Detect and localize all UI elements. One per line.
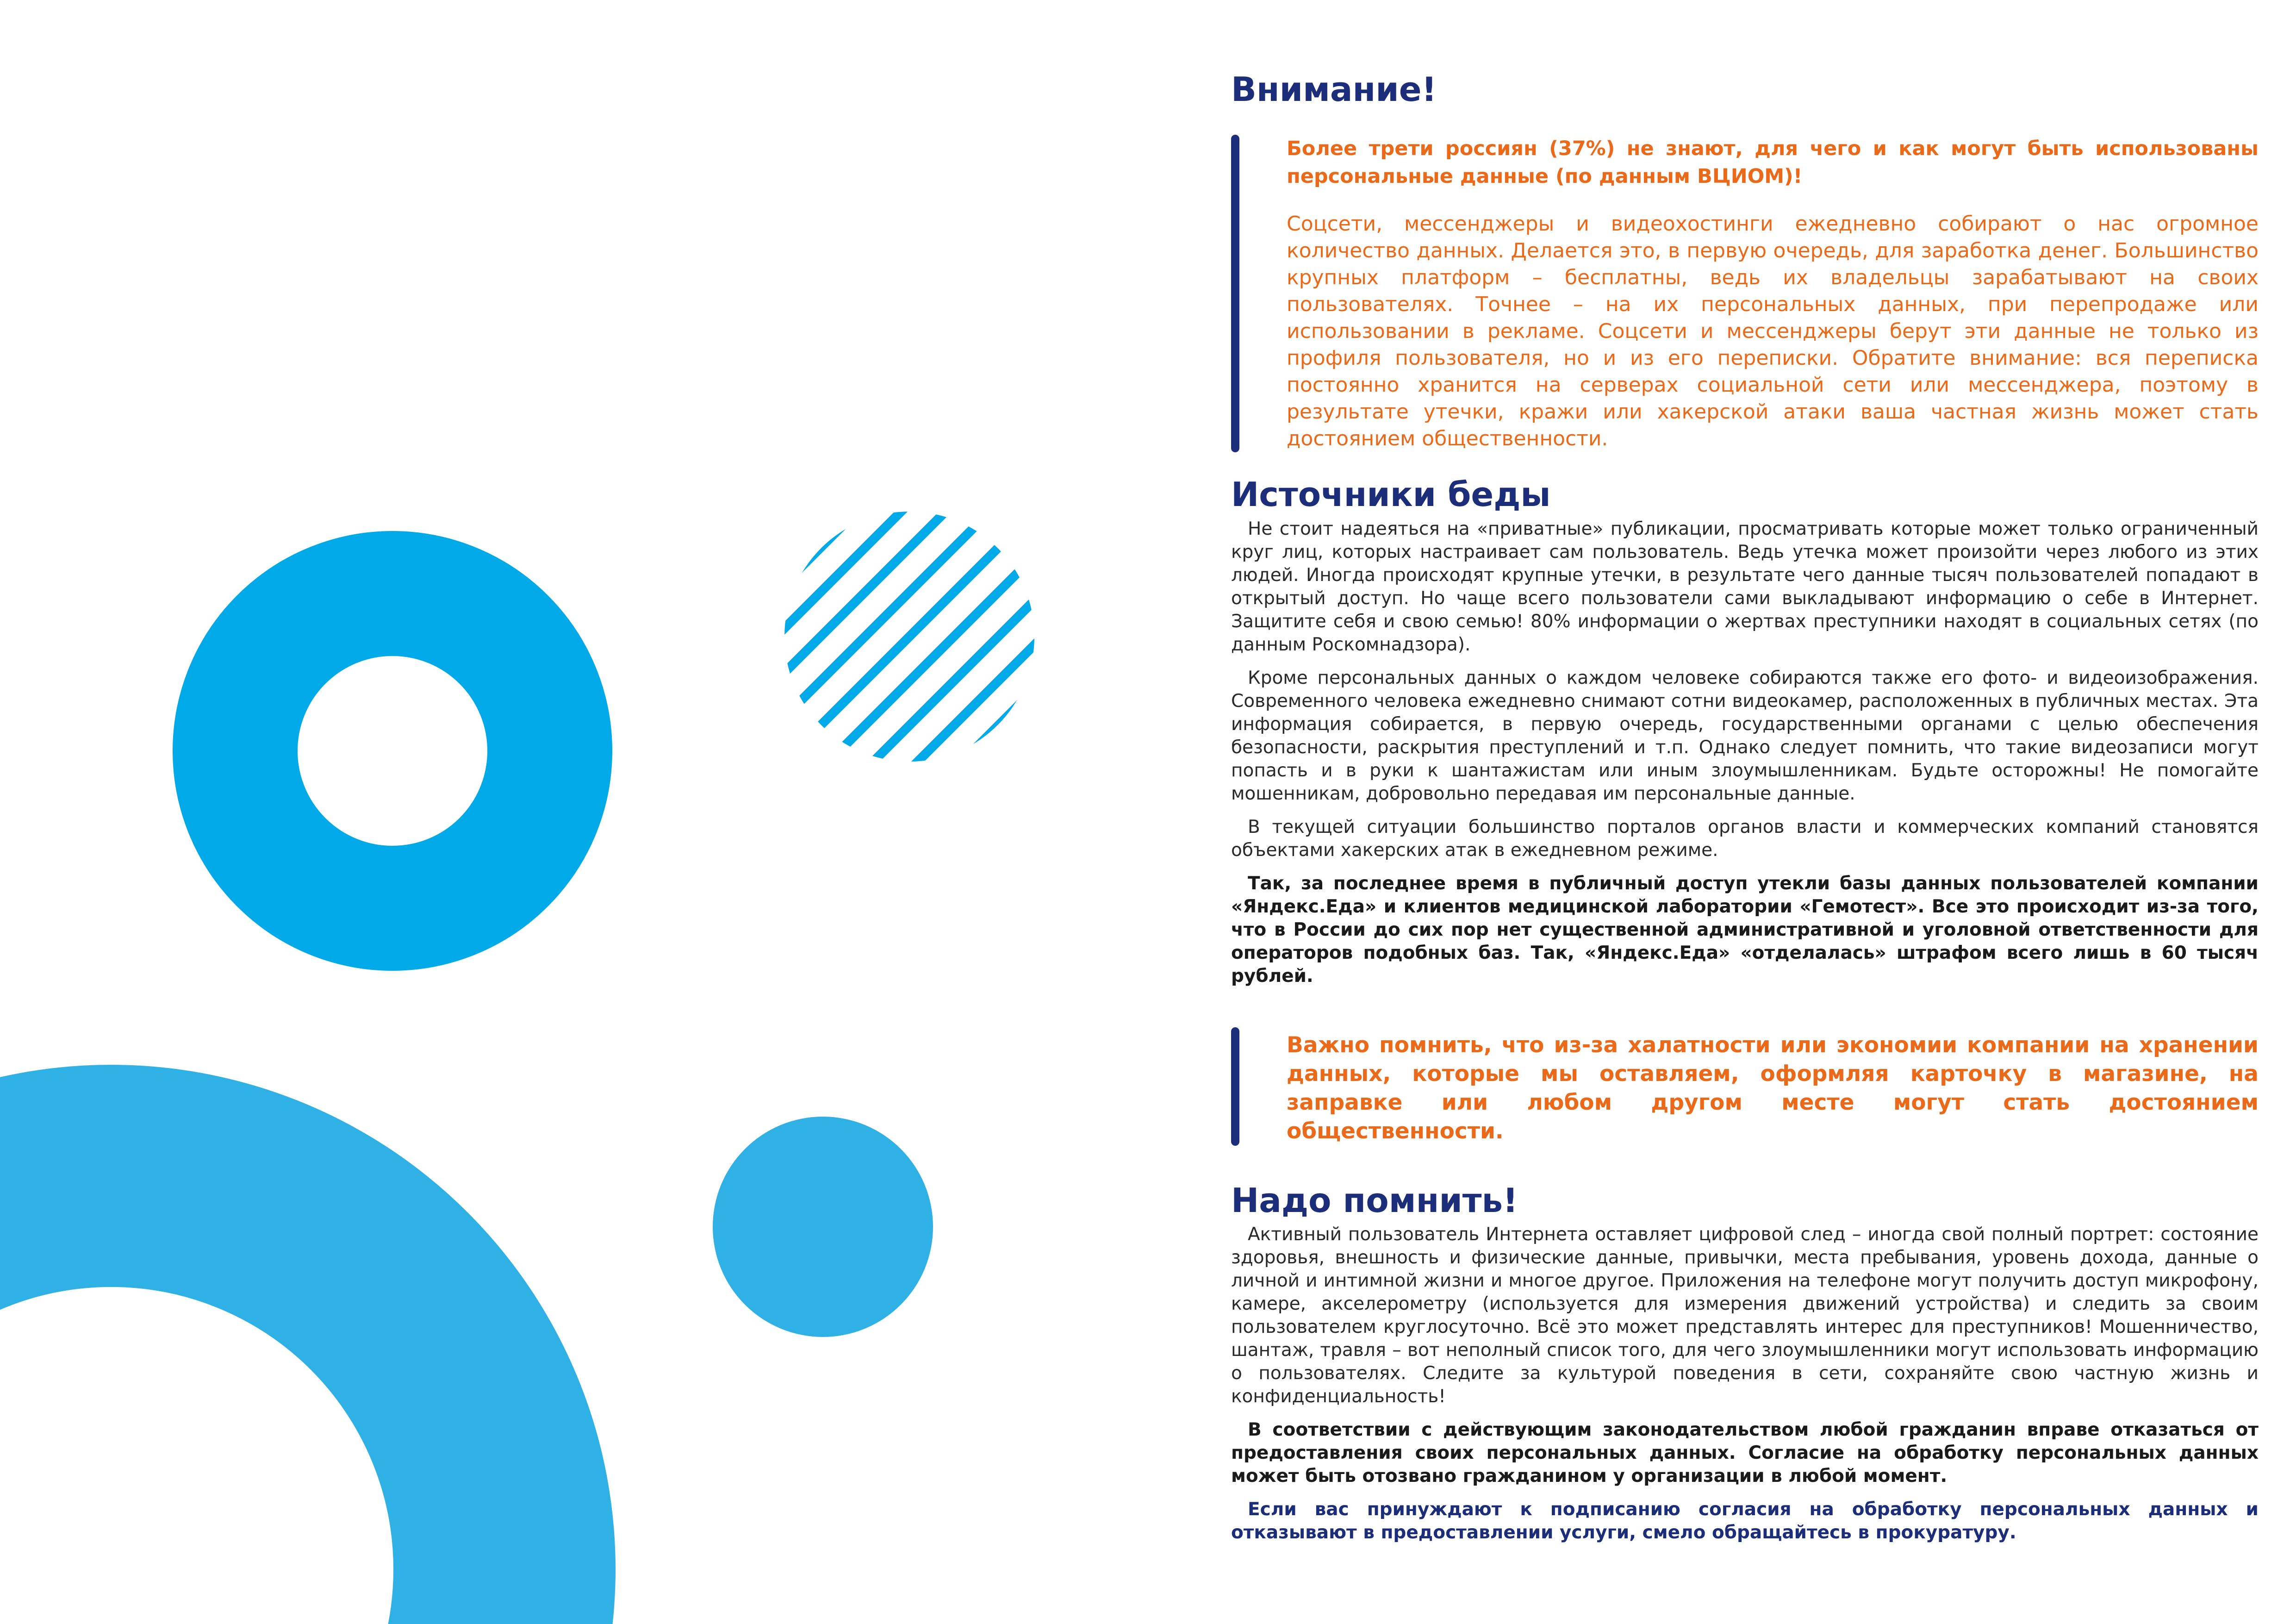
large-ring [235,593,550,908]
striped-circle [591,318,1228,955]
callout-bar [1231,135,1239,452]
stripe-line [591,318,961,688]
small-dot [713,1117,933,1337]
heading-remember: Надо помнить! [1231,1181,1518,1220]
stripe-line [724,451,1095,822]
remember-paragraph-2: В соответствии с действующим законодательством любой гражданин вправе отказаться от предоставления своих персональных данных. Согласие на обработку персональных данных может быть отозвано гражданином у организации в любой момент. [1231,1419,2259,1487]
stripe-line [858,585,1228,955]
heading-sources: Источники беды [1231,475,1551,514]
sources-paragraph-1: Не стоит надеяться на «приватные» публикации, просматривать которые может только ограниченный круг лиц, которых настраивает сам пользователь. Ведь утечка может произойти через любого из этих людей. Иногда происходят крупные утечки, в результате чего данные тысяч пользователей попадают в открытый доступ. Но чаще всего пользователи сами выкладывают информацию о себе в Интернет. Защитите себя и свою семью! 80% информации о жертвах преступники находят в социальных сетях (по данным Роскомнадзора). [1231,518,2259,655]
callout-attention [1231,135,2259,452]
sources-paragraph-3: В текущей ситуации большинство порталов органов власти и коммерческих компаний становятся объектами хакерских атак в ежедневном режиме. [1231,816,2259,861]
sources-paragraph-2: Кроме персональных данных о каждом человеке собираются также его фото- и видеоизображения. Современного человека ежедневно снимают сотни видеокамер, расположенных в публичных местах. Эта информация собирается, в первую очередь, государственными органами с целью обеспечения безопасности, раскрытия преступлений и т.п. Однако следует помнить, что такие видеозаписи могут попасть и в руки к шантажистам или иным злоумышленникам. Будьте осторожны! Не помогайте мошенникам, добровольно передавая им персональные данные. [1231,667,2259,804]
callout-body: Соцсети, мессенджеры и видеохостинги ежедневно собирают о нас огромное количество данных. Делается это, в первую очередь, для заработка денег. Большинство крупных платформ – бесплатны, ведь их владельцы зарабатывают на своих пользователях. Точнее – на их персональных данных, при перепродаже или использовании в рекламе. Соцсети и мессенджеры берут эти данные не только из профиля пользователя, но и из его переписки. Обратите внимание: вся переписка постоянно хранится на серверах социальной сети или мессенджера, поэтому в результате утечки, кражи или хакерской атаки ваша частная жизнь может стать достоянием общественности. [1287,212,2259,451]
remember-paragraph-1: Активный пользователь Интернета оставляет цифровой след – иногда свой полный портрет: состояние здоровья, внешность и физические данные, привычки, места пребывания, уровень дохода, данные о личной и интимной жизни и многое другое. Приложения на телефоне могут получить доступ микрофону, камере, акселерометру (используется для измерения движений устройства) и следить за своим пользователем круглосуточно. Всё это может представлять интерес для преступников! Мошенничество, шантаж, травля – вот неполный список того, для чего злоумышленники могут использовать информацию о пользователях. Следите за культурой поведения в сети, сохраняйте свою частную жизнь и конфиденциальность! [1231,1224,2259,1407]
callout-lead: Более трети россиян (37%) не знают, для чего и как могут быть использованы персональные данные (по данным ВЦИОМ)! [1287,137,2259,188]
content-column [1231,69,2259,1544]
callout-bar [1231,1027,1239,1146]
sources-paragraph-4: Так, за последнее время в публичный доступ утекли базы данных пользователей компании «Яндекс.Еда» и клиентов медицинской лаборатории «Гемотест». Все это происходит из-за того, что в России до сих пор нет существенной административной и уголовной ответственности для операторов подобных баз. Так, «Яндекс.Еда» «отделалась» штрафом всего лишь в 60 тысяч рублей. [1231,873,2259,987]
bottom-ring [0,1176,504,1624]
remember-paragraph-3: Если вас принуждают к подписанию согласия на обработку персональных данных и отказывают в предоставлении услуги, смело обращайтесь в прокуратуру. [1231,1499,2259,1543]
heading-attention: Внимание! [1231,70,1437,109]
callout-important-text: Важно помнить, что из-за халатности или экономии компании на хранении данных, которые мы оставляем, оформляя карточку в магазине, на заправке или любом другом месте могут стать достоянием общественности. [1287,1032,2259,1144]
callout-important [1231,1027,2259,1146]
